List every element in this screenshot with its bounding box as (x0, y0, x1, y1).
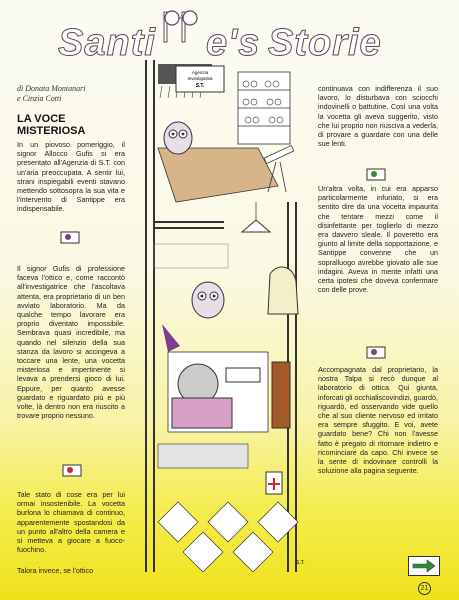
tag-icon (366, 344, 388, 360)
byline-line-2: e Cinzia Cotti (17, 94, 62, 103)
paragraph-6: Un'altra volta, in cui era apparso particolarmente infuriato, si era sentito dire da una vocetta impaurita che tentare mezzi come il disinfettante per toglierlo di mezzo era davvero sleale. Il poveretto era giunto al limite della sopportazione, e Santippe convenne che un sopralluogo avrebbe giovato alle sue indagini. Aveva in mente infatti una certa ipotesi che doveva confermare con delle prove. (318, 184, 438, 295)
paragraph-5: continuava con indifferenza il suo lavoro, lo disturbava con sciocchi indovinelli o battutine. Così una volta la vocetta gli aveva suggerito, visto che lui proprio non riusciva a vederla, di provare a guardare con una delle sue lenti. (318, 84, 438, 149)
owl-client (192, 282, 224, 318)
sign-line-3: S.T. (195, 83, 205, 89)
story-title (17, 113, 85, 137)
tag-icon (366, 166, 388, 182)
sign-line-1: Agenzia (191, 70, 209, 75)
title-part-3: Storie (268, 22, 382, 64)
story-title-line-2: MISTERIOSA (17, 125, 86, 137)
paragraph-1: In un piovoso pomeriggio, il signor Allocco Gufis si era presentato all'Agenzia di S.T. con un'aria preoccupata. A sentir lui, strani inspiegabili eventi stavano mettendo sottosopra la sua vita e l'intervento di Santippe era indispensabile. (17, 140, 125, 214)
owl-character (164, 122, 192, 154)
story-title-line-1: LA VOCE (17, 113, 66, 125)
paragraph-3: Tale stato di cose era per lui ormai insostenibile. La vocetta burlona lo chiamava di continuo, apparentemente spostandosi da un punto all'altro della camera e si metteva a giocare a fuoco-fuochino. (17, 490, 125, 555)
umbrella (162, 324, 180, 352)
arrow-right-icon[interactable] (408, 556, 440, 576)
pp-glasses-icon (160, 10, 200, 46)
paragraph-7: Accompagnata dal proprietario, la nostra Talpa si recò dunque al laboratorio di ottica. Qui giunta, inforcati gli occhialiscovindizi, guardò, riguardò, ed osservando vide quello che al suo cliente nervoso ed irritato era sempre sfuggito. E voi, avete guardato bene? Chi non l'avesse fatto è pregato di ritornare indietro e ricominciare da capo. Chi invece se la sente di indovinare controlli la soluzione alla pagina seguente. (318, 365, 438, 476)
page-number: 21 (418, 582, 431, 595)
paragraph-4: Talora invece, se l'ottico (17, 566, 94, 575)
lab-illustration (128, 52, 314, 572)
artist-signature: S.T. (296, 560, 305, 566)
title-part-1: Santi (58, 22, 156, 64)
agency-sign (176, 66, 224, 92)
byline-line-1: di Donata Montanari (17, 84, 86, 93)
paragraph-2: Il signor Gufis di professione faceva l'ottico e, come raccontò all'investigatrice che l'ascoltava attenta, era proprietario di un ben avviato laboratorio. Ma da qualche tempo lavorare era proprio diventato impossibile. Sembrava quasi incredibile, ma quando nel silenzio della sua stanza da lavoro si accingeva a toccare una lente, una vocetta misteriosa e impertinente si levava a prendersi gioco di lui. Eppure, per quanto avesse guardato e riguardato più e più volte, là dentro non era riuscito a trovare proprio nessuno. (17, 264, 125, 421)
tag-icon (62, 462, 84, 478)
tag-icon (60, 229, 82, 245)
byline (17, 84, 85, 104)
sign-line-2: Investigativa (187, 76, 213, 81)
title-part-2: e's (206, 22, 261, 64)
